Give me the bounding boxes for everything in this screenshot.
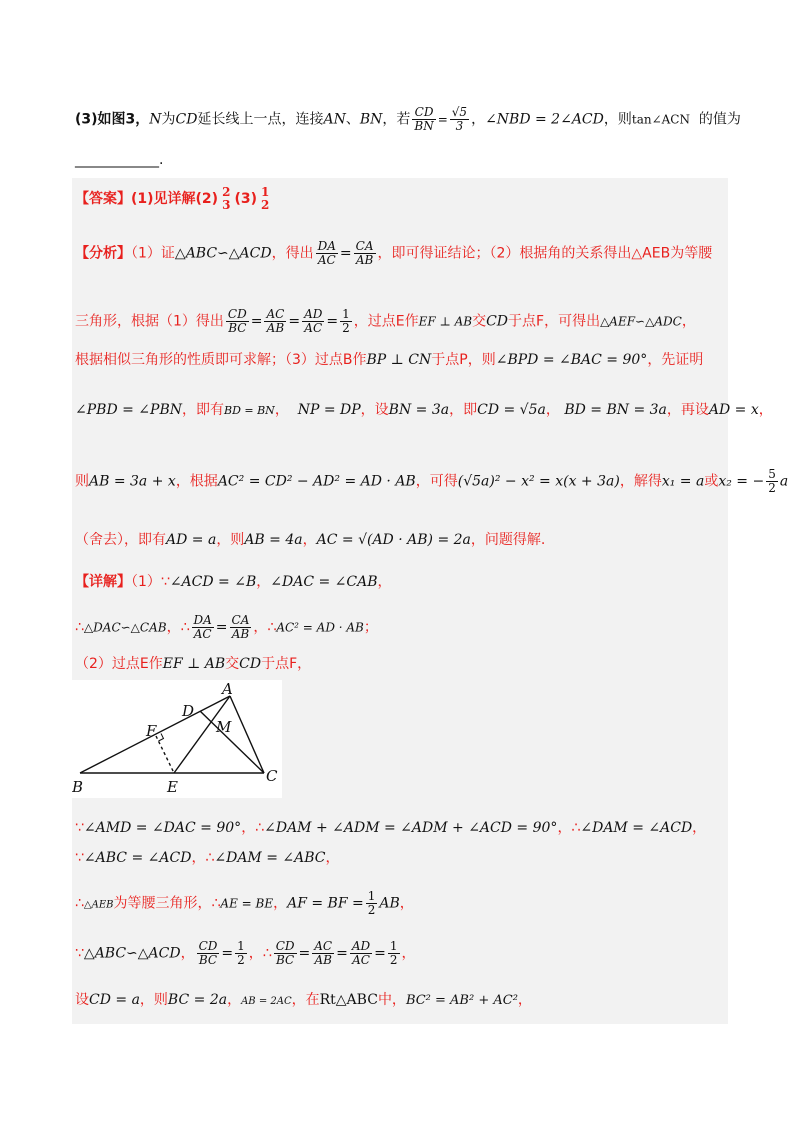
- perp: BP ⊥ CN: [366, 352, 432, 368]
- eq: ∠ABC = ∠ACD: [83, 850, 192, 866]
- analysis-line-3: [75, 350, 703, 370]
- text: 或: [704, 473, 719, 490]
- text: ∵: [75, 850, 84, 866]
- angle: ∠PBD = ∠PBN: [75, 402, 182, 418]
- text: ，: [273, 895, 288, 912]
- detail-line-7: ∵△ABC∽△ACD， $\frac{CD}{BC}$ = $\frac{1}{2}$ ，∴ $\frac{CD}{BC}$ = $\frac{AC}{AB}$ = $\frac{AD}{AC}$ = $\frac{1}{2}$ ，: [75, 939, 416, 967]
- text: ，∴: [166, 619, 190, 636]
- eq: x₁ = a: [661, 473, 705, 490]
- eq: Rt△ABC: [319, 992, 378, 1008]
- label-e: E: [167, 778, 178, 796]
- answer-3: 1 2: [260, 185, 270, 212]
- label-m: M: [216, 718, 232, 736]
- answer-2: 2 3: [222, 185, 231, 212]
- text: ，即有: [181, 402, 224, 418]
- fraction: $\frac{AC}{AB}$: [266, 307, 285, 335]
- text: （1）∵: [131, 574, 170, 590]
- eq: AD = x: [708, 402, 759, 418]
- text: 根据相似三角形的性质即可求解；（3）过点B作: [75, 352, 367, 368]
- question-line-1: [75, 106, 741, 133]
- question-blank: [75, 150, 163, 170]
- geometry-figure: [72, 680, 282, 798]
- text: ∴: [75, 619, 84, 636]
- right-angle-mark: [159, 734, 164, 742]
- segment-cd: CD: [175, 111, 198, 128]
- text: （2）过点E作: [75, 656, 163, 672]
- similarity: △AEF∽△ADC: [600, 314, 682, 329]
- text: 于点P，则: [431, 352, 496, 368]
- text: ，: [180, 945, 195, 962]
- label-d: D: [182, 702, 195, 720]
- eq: AB = 2AC: [241, 996, 292, 1007]
- text: ，在: [291, 992, 320, 1008]
- eq: a: [779, 473, 789, 490]
- eq: △AEB: [83, 899, 114, 911]
- q-text: 、: [345, 111, 360, 128]
- eq: ∠DAM = ∠ABC: [214, 850, 326, 866]
- segment-ef-dashed: [156, 736, 174, 773]
- eq: BC² = AB² + AC²: [405, 993, 518, 1008]
- eq: AF = BF =: [287, 895, 364, 912]
- text: 中，: [377, 992, 406, 1008]
- text: ，则: [216, 532, 245, 548]
- text: ，: [517, 992, 532, 1008]
- text: ，可得: [415, 473, 458, 490]
- text: ；: [363, 619, 378, 636]
- text: ，得出: [271, 245, 314, 262]
- segment: CD: [239, 656, 262, 672]
- detail-line-5: [75, 848, 340, 868]
- text: ，: [399, 895, 414, 912]
- text: ∵: [75, 820, 84, 836]
- segment-bn: BN: [359, 111, 383, 128]
- text: ，先证明: [647, 352, 704, 368]
- text: ，∴: [557, 820, 581, 836]
- eq: AB = 3a + x: [89, 473, 176, 490]
- angle-condition: ∠NBD = 2∠ACD: [485, 111, 604, 128]
- text: ，问题得解.: [470, 532, 546, 548]
- text: ，: [256, 574, 271, 590]
- q-text: ，若: [382, 111, 411, 128]
- ratio-cd-bn: $\frac{CD}{BN}$: [414, 105, 434, 133]
- segment: CD: [486, 313, 509, 330]
- eq: AE = BE: [220, 896, 274, 911]
- eq: BN = 3a: [388, 402, 450, 418]
- fraction: $\frac{DA}{AC}$: [193, 613, 212, 641]
- fraction: $\frac{CD}{BC}$: [275, 939, 295, 967]
- fraction: $\frac{AD}{AC}$: [304, 307, 323, 335]
- text: ，: [401, 945, 416, 962]
- answer-text: (1)见详解(2): [131, 191, 219, 207]
- q-text: 的值为: [698, 111, 741, 128]
- analysis-line-2: 三角形，根据（1）得出 $\frac{CD}{BC}$ = $\frac{AC}{AB}$ = $\frac{AD}{AC}$ = $\frac{1}{2}$ ，过点E作EF ⊥ AB交CD于点F，可得出△AEF∽△ADC，: [75, 307, 696, 335]
- text: ，再设: [666, 402, 709, 418]
- text: ，∴: [253, 619, 277, 636]
- text: ，∴: [241, 820, 265, 836]
- eq: AB: [379, 895, 400, 912]
- text: 设: [75, 992, 89, 1008]
- answer-line: [75, 186, 273, 212]
- text: ，: [681, 313, 696, 330]
- answer-text: (3): [234, 191, 257, 207]
- eq: (√5a)² − x² = x(x + 3a): [457, 473, 620, 490]
- text: 为等腰三角形，∴: [113, 895, 221, 912]
- text: ，即可得证结论；（2）根据角的关系得出△AEB为等腰: [377, 245, 713, 262]
- fraction: $\frac{DA}{AC}$: [317, 239, 336, 267]
- detail-line-8: [75, 990, 532, 1012]
- eq: AC = √(AD · AB) = 2a: [316, 532, 471, 548]
- q-text: ，则: [603, 111, 632, 128]
- text: ，解得: [619, 473, 662, 490]
- label-b: B: [72, 778, 84, 796]
- eq: BD = BN: [223, 404, 275, 417]
- segment-an: AN: [323, 111, 346, 128]
- eq: ∠ACD = ∠B: [169, 574, 257, 590]
- text: ，∴: [248, 945, 272, 962]
- eq: CD = a: [89, 992, 140, 1008]
- fraction: $\frac{1}{2}$: [237, 939, 245, 967]
- ratio-rhs: $\frac{√5}{3}$: [451, 105, 468, 133]
- analysis-line-1: [75, 240, 712, 267]
- detail-line-1: [75, 572, 392, 592]
- eq: AD = a: [166, 532, 217, 548]
- fraction: $\frac{CD}{BC}$: [227, 307, 247, 335]
- analysis-label: 【分析】: [75, 245, 131, 262]
- eq-sign: =: [339, 245, 352, 262]
- text: ，: [325, 850, 340, 866]
- tan-acn: tan∠ACN: [631, 112, 690, 127]
- text: ，: [758, 402, 773, 418]
- eq: BD = BN = 3a: [564, 402, 667, 418]
- analysis-line-5: [75, 468, 788, 495]
- text: 于点F，可得出: [508, 313, 601, 330]
- text: ，设: [360, 402, 389, 418]
- fraction: $\frac{CA}{AB}$: [355, 239, 374, 267]
- q-text: ，: [471, 111, 486, 128]
- fraction: $\frac{1}{2}$: [389, 939, 398, 967]
- text: ∵: [75, 945, 84, 962]
- text: ，: [274, 402, 289, 418]
- q-text: 为: [161, 111, 176, 128]
- eq-sign: =: [437, 112, 448, 127]
- eq: EF ⊥ AB: [162, 656, 226, 672]
- detail-line-6: [75, 890, 414, 917]
- text: （舍去），即有: [75, 532, 166, 548]
- text: ，: [692, 820, 707, 836]
- triangle-diagram: [72, 680, 282, 798]
- eq: △DAC∽△CAB: [83, 620, 167, 635]
- answer-label: 【答案】: [75, 191, 131, 207]
- detail-line-3: [75, 654, 311, 674]
- q-text: 延长线上一点，连接: [197, 111, 324, 128]
- fraction: $\frac{5}{2}$: [768, 467, 776, 495]
- fraction: $\frac{CD}{BC}$: [198, 939, 218, 967]
- perp: EF ⊥ AB: [418, 314, 473, 329]
- text: 交: [472, 313, 487, 330]
- label-a: A: [222, 680, 233, 698]
- text: 三角形，根据（1）得出: [75, 313, 224, 330]
- eq: AB = 4a: [244, 532, 303, 548]
- point-n: N: [149, 111, 162, 128]
- eq: ∠DAM + ∠ADM = ∠ADM + ∠ACD = 90°: [264, 820, 558, 836]
- similarity: △ABC∽△ACD: [174, 245, 272, 262]
- fraction: $\frac{AC}{AB}$: [314, 939, 333, 967]
- text: ，: [377, 574, 392, 590]
- eq: ∠AMD = ∠DAC = 90°: [83, 820, 242, 836]
- label-f: F: [146, 722, 157, 740]
- fraction: $\frac{1}{2}$: [367, 889, 376, 917]
- text: ∴: [75, 895, 84, 912]
- question-prefix: (3)如图3，: [75, 111, 150, 128]
- text: ，根据: [175, 473, 218, 490]
- fraction: $\frac{1}{2}$: [342, 307, 350, 335]
- eq: CD = √5a: [477, 402, 546, 418]
- text: ，即: [449, 402, 478, 418]
- fraction: $\frac{CA}{AB}$: [231, 613, 250, 641]
- eq: BC = 2a: [167, 992, 228, 1008]
- text: 则: [75, 473, 89, 490]
- eq: AC² = CD² − AD² = AD · AB: [217, 473, 416, 490]
- text: ，: [227, 992, 242, 1008]
- detail-label: 【详解】: [75, 574, 131, 590]
- text: 交: [225, 656, 240, 672]
- analysis-line-4: [75, 400, 773, 421]
- eq: ∠DAM = ∠ACD: [580, 820, 693, 836]
- segment-dc: [200, 711, 264, 773]
- analysis-line-6: [75, 530, 545, 550]
- detail-line-2: ∴△DAC∽△CAB，∴ $\frac{DA}{AC}$ = $\frac{CA}{AB}$ ，∴AC² = AD · AB；: [75, 613, 378, 641]
- eq: ∠DAC = ∠CAB: [270, 574, 378, 590]
- text: ，: [545, 402, 560, 418]
- eq: △ABC∽△ACD: [83, 945, 181, 962]
- label-c: C: [266, 767, 278, 785]
- text: ，过点E作: [353, 313, 419, 330]
- eq: AC² = AD · AB: [276, 620, 364, 635]
- text: ，: [302, 532, 317, 548]
- text: ，∴: [191, 850, 215, 866]
- eq: NP = DP: [297, 402, 361, 418]
- answer-blank: ____________.: [75, 152, 164, 168]
- segment-ac: [230, 696, 264, 773]
- angle: ∠BPD = ∠BAC = 90°: [495, 352, 648, 368]
- eq: x₂ = −: [718, 473, 765, 490]
- detail-line-4: [75, 818, 706, 838]
- text: （1）证: [131, 245, 175, 262]
- fraction: $\frac{AD}{AC}$: [351, 939, 371, 967]
- text: ，则: [139, 992, 168, 1008]
- text: 于点F，: [261, 656, 312, 672]
